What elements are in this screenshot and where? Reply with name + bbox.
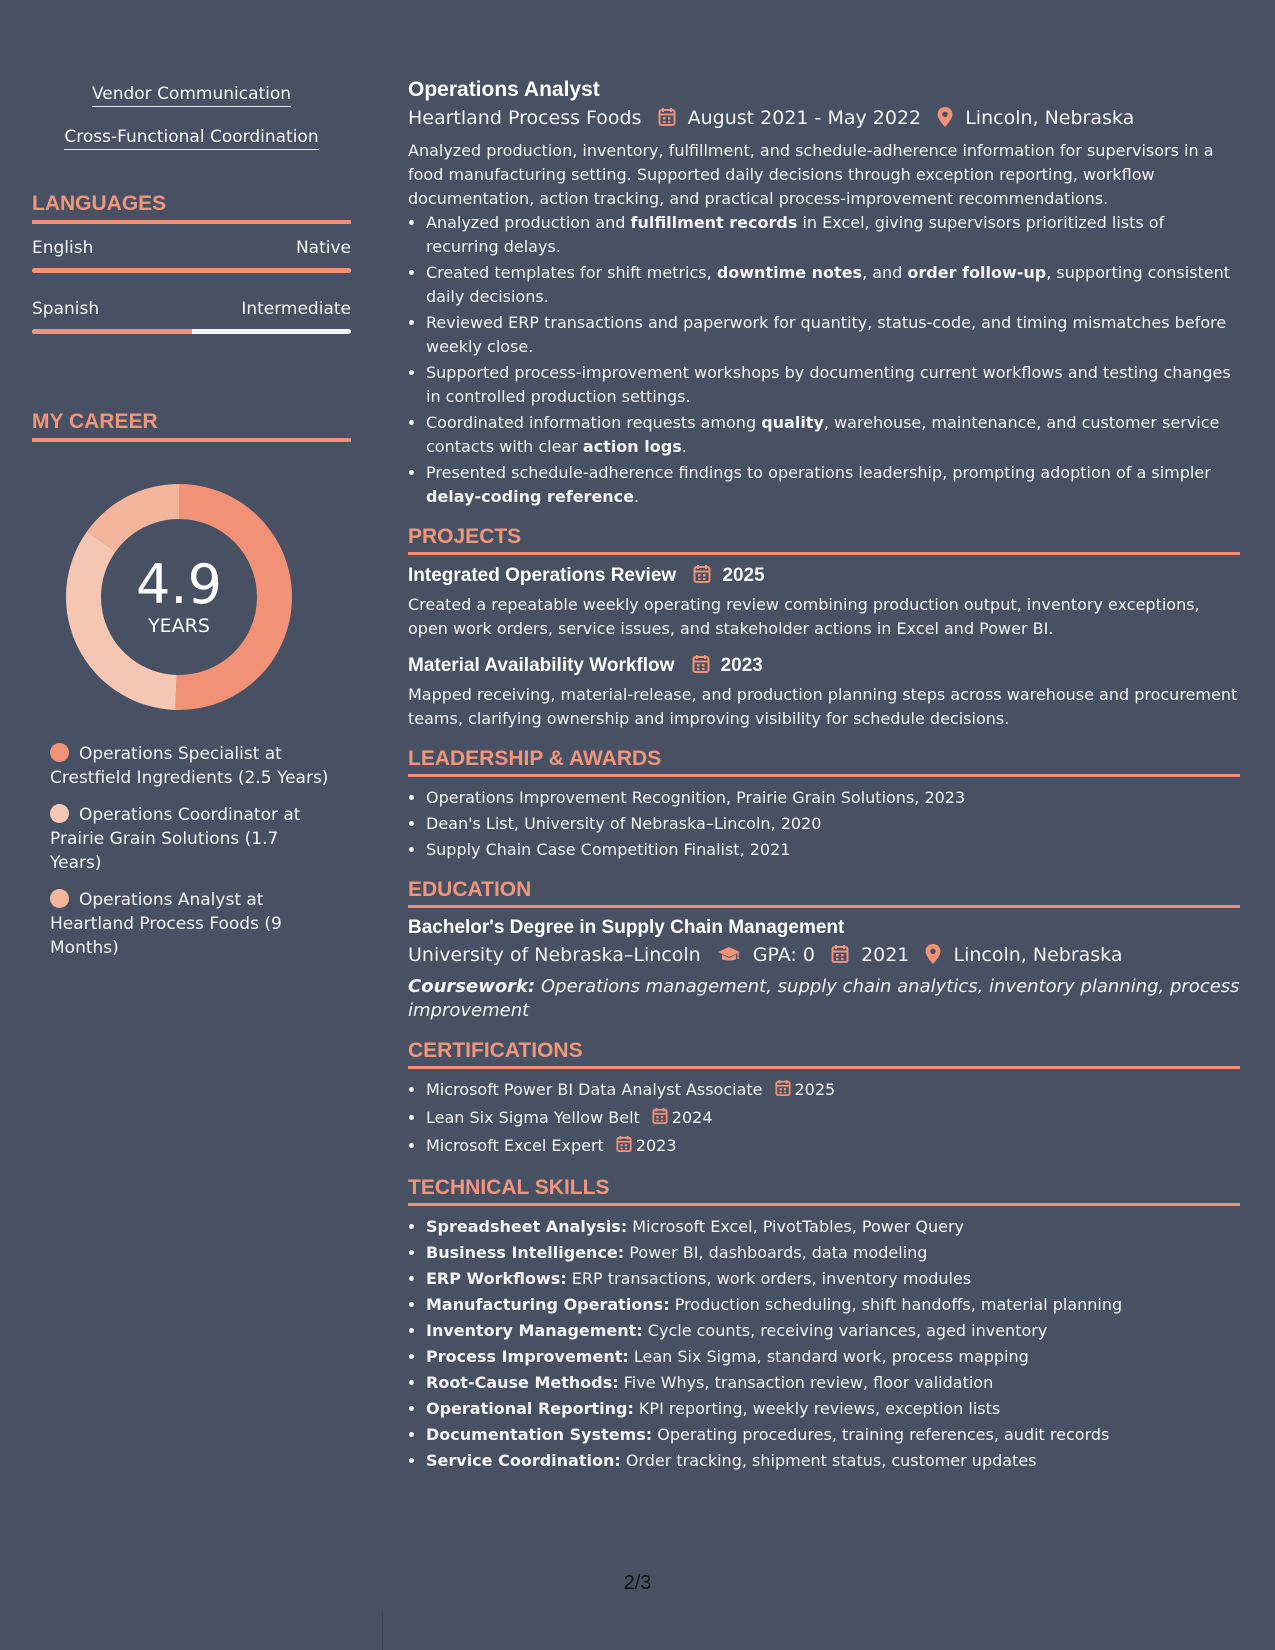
career-dot-icon: [50, 804, 69, 823]
language-proficiency-bar: [32, 329, 351, 334]
skill-item: • Service Coordination: Order tracking, shipment status, customer updates: [426, 1449, 1240, 1473]
graduation-year: 2021: [861, 944, 910, 966]
language-item: [32, 238, 351, 273]
technical-skills-list: [408, 1215, 1240, 1473]
career-legend: [32, 742, 351, 960]
education-entry: [408, 917, 1240, 1023]
project-entry: [408, 564, 1240, 641]
project-description: Mapped receiving, material-release, and production planning steps across warehouse and procurement teams, clarifying ownership and improving visibility for schedule decisions.: [408, 685, 1238, 728]
calendar-icon: [658, 107, 676, 132]
calendar-icon: [692, 654, 710, 678]
skill-item: • Manufacturing Operations: Production scheduling, shift handoffs, material planning: [426, 1293, 1240, 1317]
project-year: 2025: [722, 565, 765, 586]
sidebar: [32, 84, 351, 973]
career-dot-icon: [50, 889, 69, 908]
skill-link-vendor-communication[interactable]: Vendor Communication: [32, 84, 351, 107]
technical-skills-heading: TECHNICAL SKILLS: [408, 1176, 1240, 1206]
calendar-icon: [616, 1135, 632, 1160]
career-heading: MY CAREER: [32, 410, 351, 442]
award-item: • Operations Improvement Recognition, Prairie Grain Solutions, 2023: [426, 786, 1240, 810]
skill-item: • Process Improvement: Lean Six Sigma, standard work, process mapping: [426, 1345, 1240, 1369]
company-name: Heartland Process Foods: [408, 107, 642, 129]
career-total-unit: YEARS: [148, 615, 210, 637]
location-pin-icon: [937, 107, 953, 132]
location-pin-icon: [925, 944, 941, 969]
job-bullet: • Created templates for shift metrics, downtime notes, and order follow-up, supporting consistent daily decisions.: [426, 261, 1240, 309]
skill-item: • Business Intelligence: Power BI, dashboards, data modeling: [426, 1241, 1240, 1265]
career-donut-chart: [64, 482, 294, 712]
gpa: GPA: 0: [752, 944, 815, 966]
coursework-text: Operations management, supply chain analytics, inventory planning, process improvement: [408, 976, 1240, 1021]
language-level: Native: [295, 238, 351, 258]
coursework: [408, 975, 1240, 1023]
calendar-icon: [652, 1107, 668, 1132]
skill-link-cross-functional-coordination[interactable]: Cross-Functional Coordination: [32, 127, 351, 150]
project-title: Integrated Operations Review: [408, 565, 677, 586]
degree-title: Bachelor's Degree in Supply Chain Management: [408, 917, 845, 938]
skill-item: • ERP Workflows: ERP transactions, work orders, inventory modules: [426, 1267, 1240, 1291]
job-bullets: [408, 211, 1240, 509]
certification-item: • Microsoft Excel Expert 2023: [426, 1134, 1240, 1160]
award-item: • Dean's List, University of Nebraska–Lincoln, 2020: [426, 812, 1240, 836]
career-legend-item: Operations Specialist at Crestfield Ingredients (2.5 Years): [50, 744, 329, 788]
calendar-icon: [775, 1079, 791, 1104]
project-year: 2023: [720, 655, 763, 676]
main-content: [408, 78, 1240, 1475]
job-bullet: • Coordinated information requests among quality, warehouse, maintenance, and customer service contacts with clear action logs.: [426, 411, 1240, 459]
skill-item: • Documentation Systems: Operating procedures, training references, audit records: [426, 1423, 1240, 1447]
project-description: Created a repeatable weekly operating review combining production output, inventory exceptions, open work orders, service issues, and stakeholder actions in Excel and Power BI.: [408, 595, 1200, 638]
skill-item: • Spreadsheet Analysis: Microsoft Excel, PivotTables, Power Query: [426, 1215, 1240, 1239]
language-name: Spanish: [32, 299, 100, 319]
education-meta: [408, 944, 1240, 969]
career-total-years: 4.9: [136, 553, 222, 616]
calendar-icon: [831, 944, 849, 969]
job-location: Lincoln, Nebraska: [965, 107, 1135, 129]
skill-item: • Operational Reporting: KPI reporting, weekly reviews, exception lists: [426, 1397, 1240, 1421]
job-bullet: • Reviewed ERP transactions and paperwork for quantity, status-code, and timing mismatches before weekly close.: [426, 311, 1240, 359]
job-bullet: • Analyzed production and fulfillment records in Excel, giving supervisors prioritized lists of recurring delays.: [426, 211, 1240, 259]
school-name: University of Nebraska–Lincoln: [408, 944, 701, 966]
job-summary: Analyzed production, inventory, fulfillment, and schedule-adherence information for supervisors in a food manufacturing setting. Supported daily decisions through exception reporting, workflow documentation, action tracking, and practical process-improvement recommendations.: [408, 141, 1214, 208]
job-title: Operations Analyst: [408, 78, 600, 101]
graduation-cap-icon: [717, 946, 741, 969]
job-bullet: • Presented schedule-adherence findings to operations leadership, prompting adoption of a simpler delay-coding reference.: [426, 461, 1240, 509]
languages-heading: LANGUAGES: [32, 192, 351, 224]
experience-entry: [408, 78, 1240, 509]
job-bullet: • Supported process-improvement workshops by documenting current workflows and testing changes in controlled production settings.: [426, 361, 1240, 409]
project-title: Material Availability Workflow: [408, 655, 675, 676]
education-location: Lincoln, Nebraska: [953, 944, 1123, 966]
certification-item: • Microsoft Power BI Data Analyst Associate 2025: [426, 1078, 1240, 1104]
coursework-label: Coursework:: [408, 976, 536, 997]
award-item: • Supply Chain Case Competition Finalist, 2021: [426, 838, 1240, 862]
projects-heading: PROJECTS: [408, 525, 1240, 555]
career-legend-item: Operations Coordinator at Prairie Grain Solutions (1.7 Years): [50, 805, 301, 873]
career-dot-icon: [50, 743, 69, 762]
career-legend-item: Operations Analyst at Heartland Process Foods (9 Months): [50, 890, 282, 958]
certifications-heading: CERTIFICATIONS: [408, 1039, 1240, 1069]
skill-item: • Inventory Management: Cycle counts, receiving variances, aged inventory: [426, 1319, 1240, 1343]
language-name: English: [32, 238, 94, 258]
awards-list: [408, 786, 1240, 862]
calendar-icon: [693, 564, 711, 588]
column-divider: [382, 1610, 383, 1650]
language-level: Intermediate: [241, 299, 351, 319]
language-item: [32, 299, 351, 334]
project-entry: [408, 654, 1240, 731]
language-proficiency-bar: [32, 268, 351, 273]
certification-item: • Lean Six Sigma Yellow Belt 2024: [426, 1106, 1240, 1132]
awards-heading: LEADERSHIP & AWARDS: [408, 747, 1240, 777]
job-dates: August 2021 - May 2022: [687, 107, 922, 129]
education-heading: EDUCATION: [408, 878, 1240, 908]
job-meta: [408, 107, 1240, 132]
page-indicator: 2/3: [623, 1572, 652, 1594]
certifications-list: [408, 1078, 1240, 1160]
skill-item: • Root-Cause Methods: Five Whys, transaction review, floor validation: [426, 1371, 1240, 1395]
